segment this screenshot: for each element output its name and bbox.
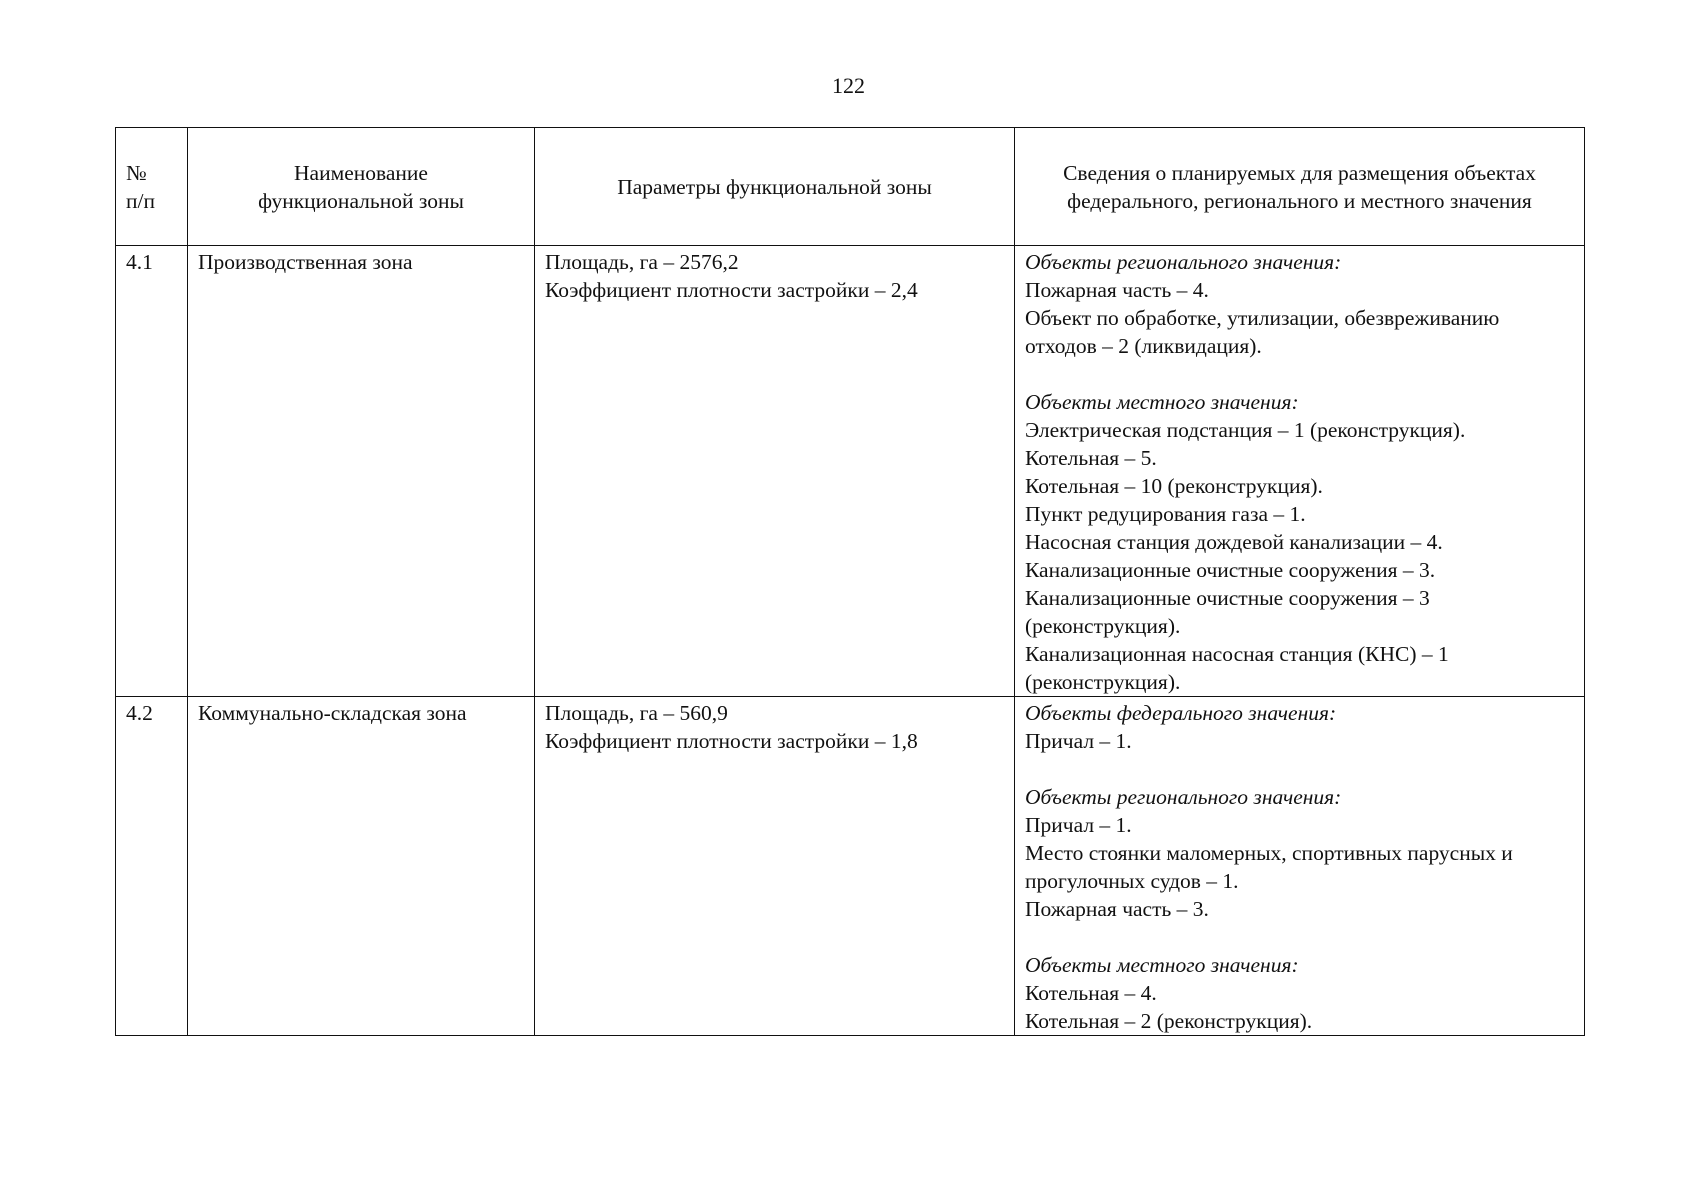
object-item: Насосная станция дождевой канализации – 4.: [1025, 530, 1443, 554]
header-planned-objects-line: Сведения о планируемых для размещения объектах: [1063, 160, 1536, 185]
objects-group-heading: Объекты регионального значения:: [1025, 250, 1342, 274]
param-density: Коэффициент плотности застройки – 2,4: [545, 278, 918, 302]
row-zone-params: [535, 246, 1015, 697]
row-number: 4.1: [116, 246, 188, 697]
header-number: [116, 128, 188, 246]
objects-group-federal: [1025, 699, 1574, 755]
header-planned-objects-line: федерального, регионального и местного значения: [1067, 188, 1532, 213]
objects-group-heading: Объекты местного значения:: [1025, 390, 1299, 414]
param-density: Коэффициент плотности застройки – 1,8: [545, 729, 918, 753]
object-item: Место стоянки маломерных, спортивных парусных и прогулочных судов – 1.: [1025, 841, 1513, 893]
header-zone-name-line: функциональной зоны: [258, 188, 464, 213]
object-item: Канализационные очистные сооружения – 3.: [1025, 558, 1436, 582]
object-item: Пожарная часть – 3.: [1025, 897, 1209, 921]
row-number: 4.2: [116, 697, 188, 1036]
object-item: Пункт редуцирования газа – 1.: [1025, 502, 1306, 526]
group-spacer: [1025, 923, 1574, 951]
header-number-line: п/п: [126, 188, 155, 213]
param-area: Площадь, га – 2576,2: [545, 250, 739, 274]
object-item: Котельная – 10 (реконструкция).: [1025, 474, 1323, 498]
header-zone-name-line: Наименование: [294, 160, 428, 185]
objects-group-local: [1025, 951, 1574, 1035]
row-zone-name: Производственная зона: [188, 246, 535, 697]
object-item: Электрическая подстанция – 1 (реконструкция).: [1025, 418, 1466, 442]
object-item: Пожарная часть – 4.: [1025, 278, 1209, 302]
header-zone-params-text: Параметры функциональной зоны: [617, 174, 932, 199]
object-item: Причал – 1.: [1025, 813, 1132, 837]
object-item: Причал – 1.: [1025, 729, 1132, 753]
group-spacer: [1025, 360, 1574, 388]
header-zone-params: [535, 128, 1015, 246]
objects-group-regional: [1025, 248, 1574, 360]
object-item: Котельная – 5.: [1025, 446, 1157, 470]
objects-group-heading: Объекты местного значения:: [1025, 953, 1299, 977]
objects-group-heading: Объекты регионального значения:: [1025, 785, 1342, 809]
page-number: 122: [832, 73, 865, 98]
objects-group-heading: Объекты федерального значения:: [1025, 701, 1337, 725]
object-item: Канализационные очистные сооружения – 3 (реконструкция).: [1025, 586, 1430, 638]
object-item: Котельная – 2 (реконструкция).: [1025, 1009, 1313, 1033]
group-spacer: [1025, 755, 1574, 783]
table-header-row: [116, 128, 1585, 246]
row-zone-params: [535, 697, 1015, 1036]
objects-group-regional: [1025, 783, 1574, 923]
functional-zones-table: [115, 127, 1585, 1036]
object-item: Объект по обработке, утилизации, обезвреживанию отходов – 2 (ликвидация).: [1025, 306, 1500, 358]
table-row: [116, 697, 1585, 1036]
row-planned-objects: [1015, 246, 1585, 697]
objects-group-local: [1025, 388, 1574, 696]
row-zone-name: Коммунально-складская зона: [188, 697, 535, 1036]
header-planned-objects: [1015, 128, 1585, 246]
row-planned-objects: [1015, 697, 1585, 1036]
table-row: [116, 246, 1585, 697]
header-number-line: №: [126, 160, 147, 185]
param-area: Площадь, га – 560,9: [545, 701, 728, 725]
object-item: Канализационная насосная станция (КНС) – 1 (реконструкция).: [1025, 642, 1449, 694]
object-item: Котельная – 4.: [1025, 981, 1157, 1005]
header-zone-name: [188, 128, 535, 246]
